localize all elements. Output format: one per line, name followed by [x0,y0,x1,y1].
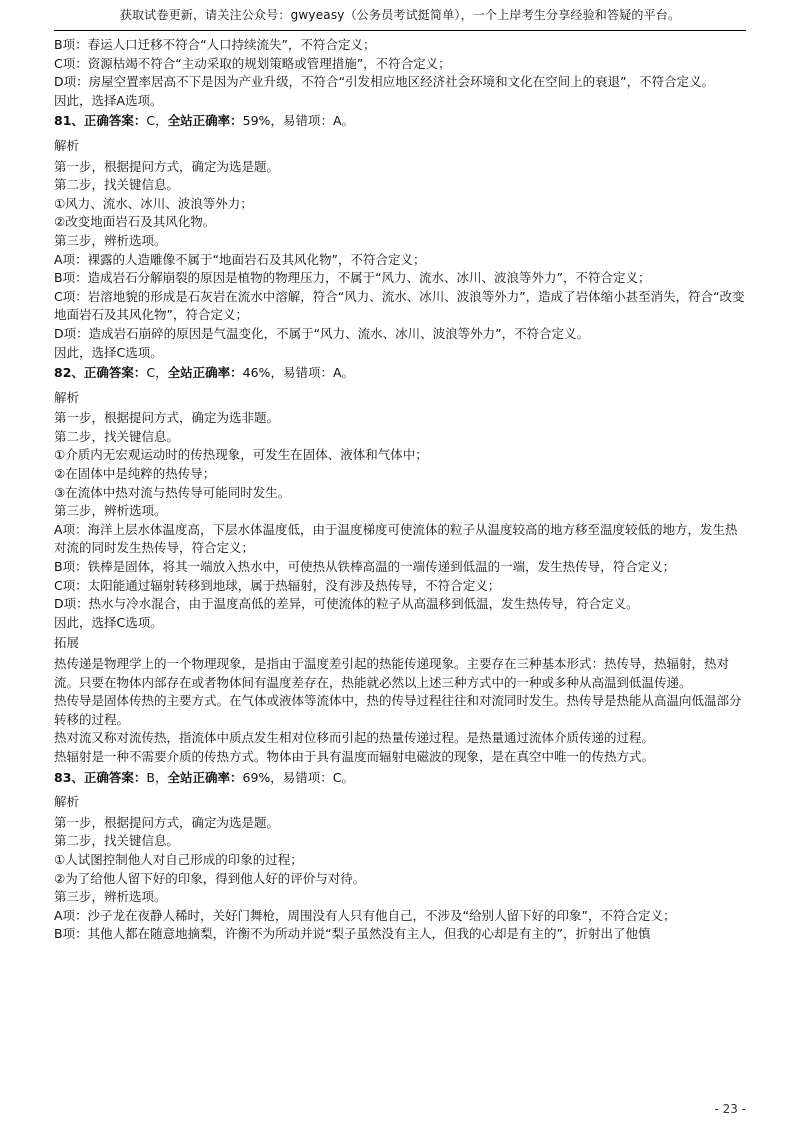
section-title: 解析 [54,389,80,405]
paragraph: 热辐射是一种不需要介质的传热方式。物体由于具有温度而辐射电磁波的现象，是在真空中唯一的传热方式。 [54,748,655,764]
paragraph: A项：海洋上层水体温度高，下层水体温度低，由于温度梯度可使流体的粒子从温度较高的地方移至温度较低的地方，发生热对流的同时发生热传导，符合定义； [54,521,738,556]
document-body [54,36,746,944]
paragraph: 热传递是物理学上的一个物理现象，是指由于温度差引起的热能传递现象。主要存在三种基本形式：热传导，热辐射，热对流。只要在物体内部存在或者物体间有温度差存在，热能就必然以上述三种方式中的一种或多种从高温到低温传递。 [54,656,730,690]
paragraph: B项：其他人都在随意地摘梨，许衡不为所动并说“梨子虽然没有主人，但我的心却是有主的”，折射出了他慎 [54,926,651,942]
paragraph: C项：岩溶地貌的形成是石灰岩在流水中溶解，符合“风力、流水、冰川、波浪等外力”，造成了岩体缩小甚至消失，符合“改变地面岩石及其风化物”，符合定义； [54,288,745,323]
paragraph: 第一步，根据提问方式，确定为选是题。 [54,814,280,830]
answer-label: 82、正确答案： [54,365,147,381]
paragraph: ②改变地面岩石及其风化物。 [54,214,216,230]
rate-value: 69%，易错项：C。 [242,769,355,785]
page-header: 获取试卷更新，请关注公众号：gwyeasy（公务员考试挺简单），一个上岸考生分享经验和答疑的平台。 [119,8,681,22]
paragraph: ②为了给他人留下好的印象，得到他人好的评价与对待。 [54,870,366,886]
page-number: - 23 - [714,1102,746,1116]
paragraph: ①风力、流水、冰川、波浪等外力； [54,195,253,211]
paragraph: D项：造成岩石崩碎的原因是气温变化，不属于“风力、流水、冰川、波浪等外力”，不符合定义。 [54,325,590,341]
paragraph: 热传导是固体传热的主要方式。在气体或液体等流体中，热的传导过程往往和对流同时发生。热传导是热能从高温向低温部分转移的过程。 [54,693,742,727]
paragraph: 热对流又称对流传热，指流体中质点发生相对位移而引起的热量传递过程。是热量通过流体介质传递的过程。 [54,730,655,746]
paragraph: C项：资源枯竭不符合“主动采取的规划策略或管理措施”，不符合定义； [54,55,451,71]
paragraph: C项：太阳能通过辐射转移到地球，属于热辐射，没有涉及热传导，不符合定义； [54,577,501,593]
paragraph: B项：造成岩石分解崩裂的原因是植物的物理压力，不属于“风力、流水、冰川、波浪等外力”，不符合定义； [54,270,651,286]
paragraph: 第三步，辨析选项。 [54,232,167,248]
paragraph: 第三步，辨析选项。 [54,889,167,905]
rate-label: 全站正确率： [167,365,243,381]
rate-label: 全站正确率： [167,769,243,785]
paragraph: 因此，选择C选项。 [54,614,163,630]
answer-heading-81 [54,112,746,131]
paragraph: ③在流体中热对流与热传导可能同时发生。 [54,484,291,500]
answer-value: C， [146,365,168,381]
paragraph: 因此，选择C选项。 [54,344,163,360]
paragraph: ②在固体中是纯粹的热传导； [54,466,216,482]
header-divider [54,30,746,31]
section-title: 拓展 [54,635,80,651]
answer-value: B， [146,769,168,785]
rate-value: 59%，易错项：A。 [242,113,354,129]
paragraph: ①人试图控制他人对自己形成的印象的过程； [54,851,303,867]
paragraph: B项：春运人口迁移不符合“人口持续流失”，不符合定义； [54,37,376,52]
paragraph: A项：沙子龙在夜静人稀时，关好门舞枪，周围没有人只有他自己，不涉及“给别人留下好的印象”，不符合定义； [54,907,676,923]
paragraph: 第一步，根据提问方式，确定为选非题。 [54,410,280,426]
paragraph: 因此，选择A选项。 [54,92,163,108]
answer-heading-82 [54,364,746,383]
answer-heading-83 [54,769,746,788]
paragraph: 第二步，找关键信息。 [54,428,180,444]
paragraph: 第二步，找关键信息。 [54,177,180,193]
answer-label: 81、正确答案： [54,113,147,129]
paragraph: A项：裸露的人造雕像不属于“地面岩石及其风化物”，不符合定义； [54,251,426,267]
answer-label: 83、正确答案： [54,769,147,785]
paragraph: 第一步，根据提问方式，确定为选是题。 [54,158,280,174]
rate-value: 46%，易错项：A。 [242,365,354,381]
paragraph: 第二步，找关键信息。 [54,833,180,849]
answer-value: C， [146,113,168,129]
section-title: 解析 [54,794,80,810]
paragraph: 第三步，辨析选项。 [54,503,167,519]
paragraph: B项：铁棒是固体，将其一端放入热水中，可使热从铁棒高温的一端传递到低温的一端，发生热传导，符合定义； [54,559,676,575]
paragraph: ①介质内无宏观运动时的传热现象，可发生在固体、液体和气体中； [54,447,428,463]
paragraph: D项：房屋空置率居高不下是因为产业升级，不符合“引发相应地区经济社会环境和文化在空间上的衰退”，不符合定义。 [54,74,715,90]
paragraph: D项：热水与冷水混合，由于温度高低的差异，可使流体的粒子从高温移到低温，发生热传导，符合定义。 [54,596,639,612]
rate-label: 全站正确率： [167,113,243,129]
section-title: 解析 [54,137,80,153]
